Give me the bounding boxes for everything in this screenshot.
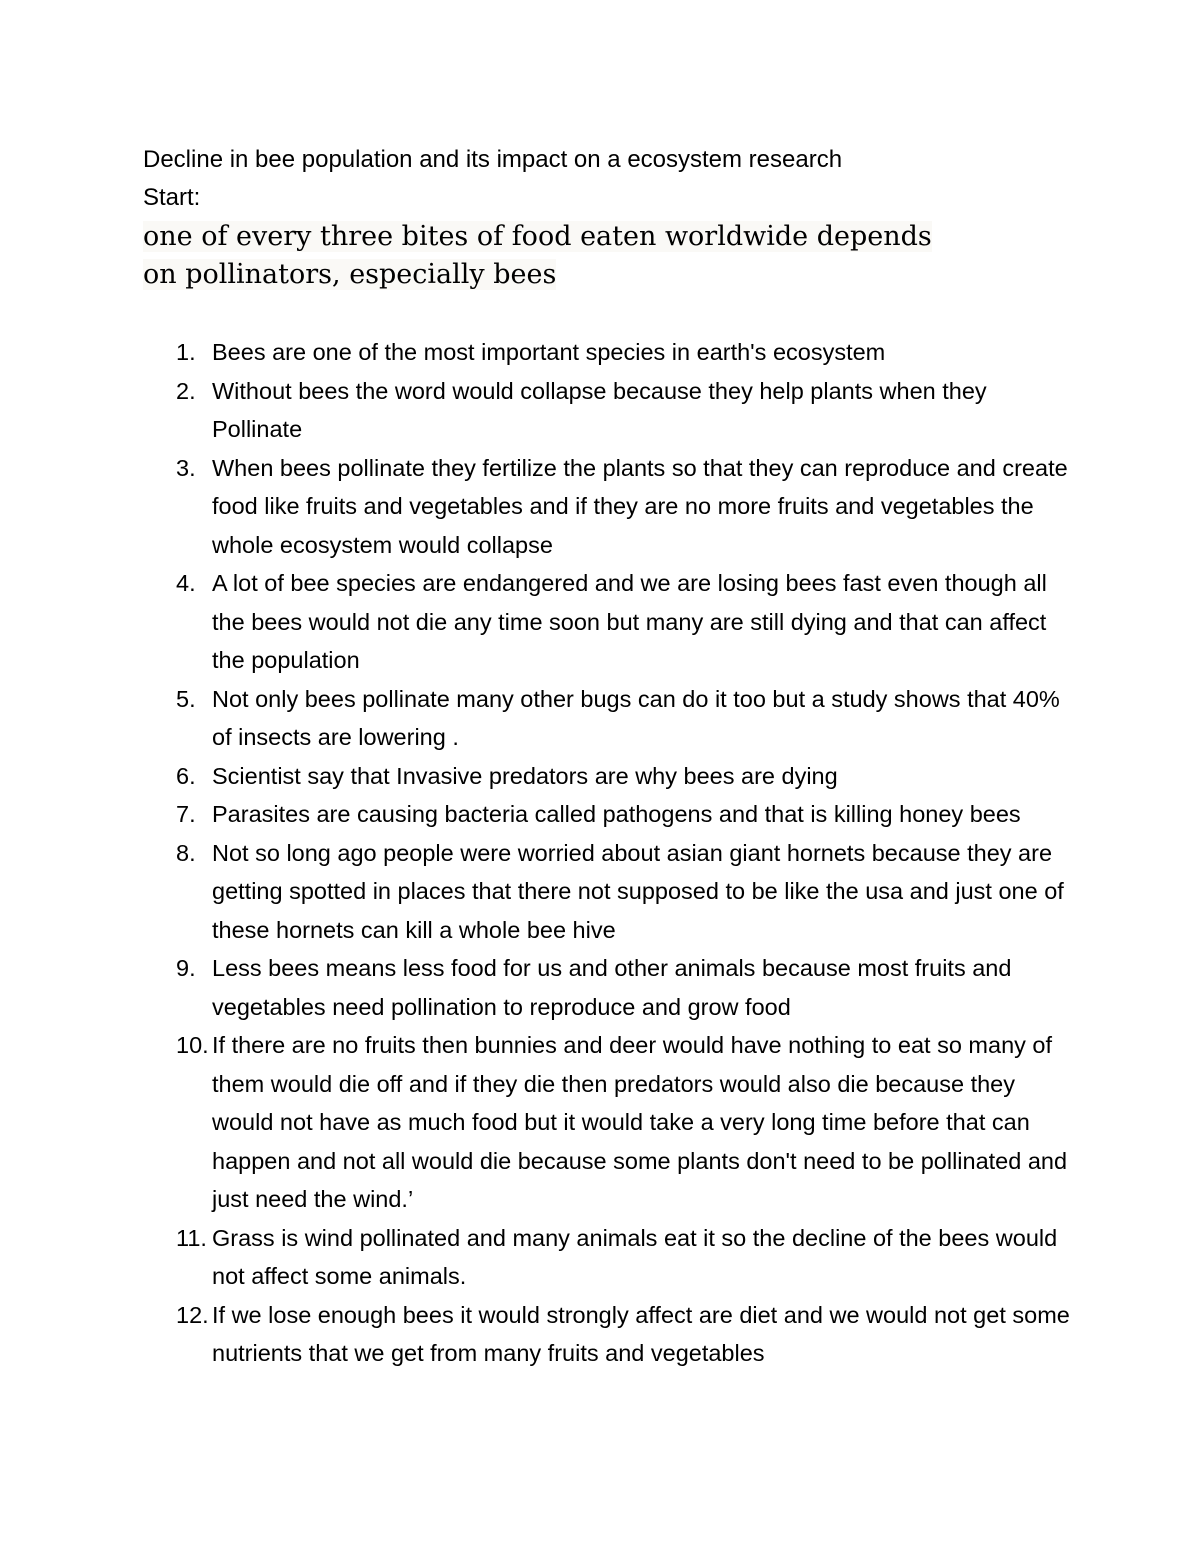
list-item-number: 12. <box>176 1301 209 1328</box>
list-item-text: If we lose enough bees it would strongly affect are diet and we would not get some nutrients that we get from many fruits and vegetables <box>212 1301 1070 1366</box>
list-item <box>0 564 1072 680</box>
list-item-number: 2. <box>176 377 196 404</box>
start-label: Start: <box>143 184 201 211</box>
list-item <box>0 834 1072 950</box>
list-item <box>0 1219 1072 1296</box>
list-item-text: Less bees means less food for us and other animals because most fruits and vegetables need pollination to reproduce and grow food <box>212 955 1012 1020</box>
list-item-text: Parasites are causing bacteria called pathogens and that is killing honey bees <box>212 801 1021 827</box>
list-item-text: Bees are one of the most important species in earth's ecosystem <box>212 339 886 365</box>
list-item-text: Grass is wind pollinated and many animals eat it so the decline of the bees would not affect some animals. <box>212 1224 1058 1289</box>
opening-quote <box>143 218 963 294</box>
list-item <box>0 680 1072 757</box>
list-item <box>0 795 1072 834</box>
document-title: Decline in bee population and its impact on a ecosystem research <box>143 146 843 173</box>
list-item <box>0 372 1072 449</box>
list-item <box>0 333 1072 372</box>
list-item-text: Without bees the word would collapse because they help plants when they Pollinate <box>212 377 987 442</box>
research-points-list <box>0 333 1200 1373</box>
list-item-text: Not only bees pollinate many other bugs can do it too but a study shows that 40% of insects are lowering . <box>212 685 1060 750</box>
list-item <box>0 449 1072 565</box>
list-item <box>0 1296 1072 1373</box>
list-item-number: 9. <box>176 955 196 981</box>
list-item-number: 3. <box>176 454 196 481</box>
list-item-number: 4. <box>176 570 196 596</box>
list-item <box>0 949 1072 1026</box>
list-item-text: Not so long ago people were worried about asian giant hornets because they are getting spotted in places that there not supposed to be like the usa and just one of these hornets can kill a whole bee hive <box>212 839 1064 943</box>
list-item <box>0 1026 1072 1219</box>
list-item <box>0 757 1072 796</box>
list-item-number: 6. <box>176 762 196 789</box>
list-item-number: 8. <box>176 839 196 866</box>
list-item-number: 5. <box>176 685 196 712</box>
list-item-text: If there are no fruits then bunnies and deer would have nothing to eat so many of them would die off and if they die then predators would also die because they would not have as much food but it would take a very long time before that can happen and not all would die because some plants don't need to be pollinated and just need the wind.’ <box>212 1032 1068 1212</box>
list-item-text: When bees pollinate they fertilize the plants so that they can reproduce and create food like fruits and vegetables and if they are no more fruits and vegetables the whole ecosystem would collapse <box>212 454 1068 558</box>
list-item-number: 11. <box>176 1224 207 1251</box>
list-item-text: Scientist say that Invasive predators are why bees are dying <box>212 762 838 789</box>
list-item-number: 7. <box>176 801 196 827</box>
quote-text: one of every three bites of food eaten worldwide depends on pollinators, especially bees <box>143 221 932 290</box>
list-item-number: 1. <box>176 339 196 365</box>
list-item-text: A lot of bee species are endangered and we are losing bees fast even though all the bees would not die any time soon but many are still dying and that can affect the population <box>212 570 1047 673</box>
list-item-number: 10. <box>176 1032 209 1058</box>
